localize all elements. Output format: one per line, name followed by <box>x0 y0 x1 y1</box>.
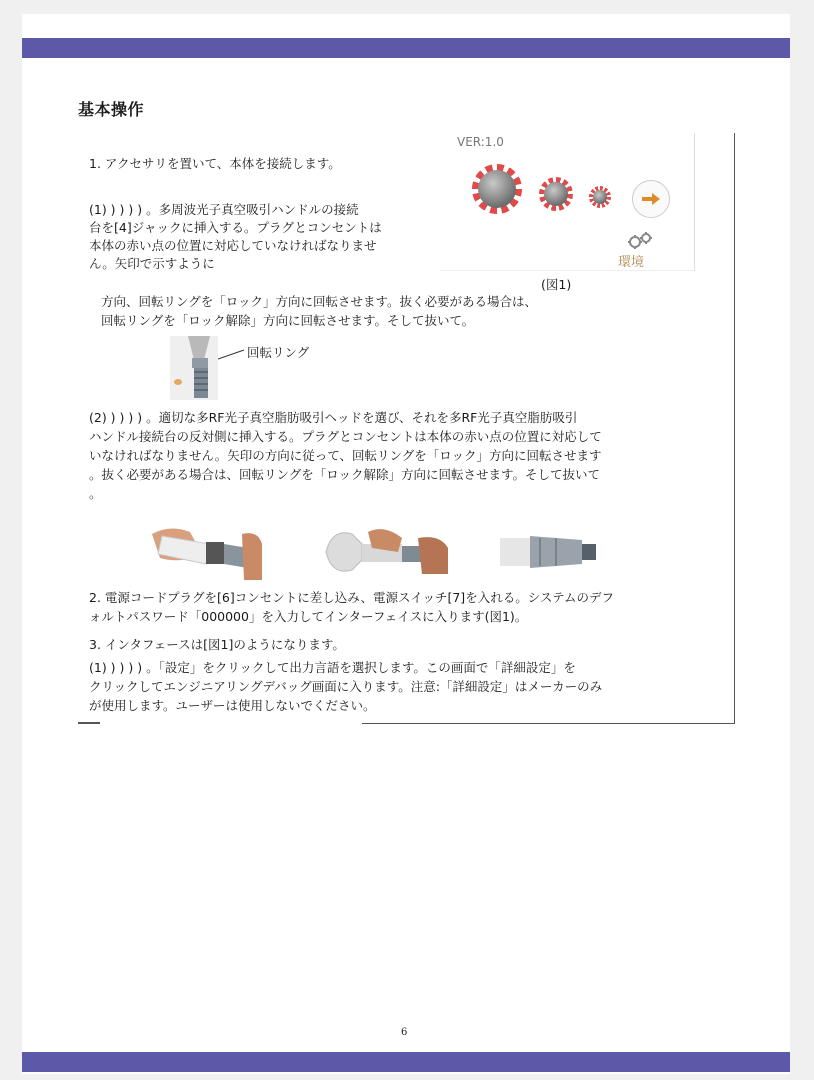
handle-insert-photo-1 <box>152 524 262 580</box>
step3-line: (1) ) ) ) ) 。「設定」をクリックして出力言語を選択します。この画面で「詳細設定」を <box>89 660 576 675</box>
step1-sub2-line: 。抜く必要がある場合は、回転リングを「ロック解除」方向に回転させます。そして抜いて <box>89 467 601 482</box>
env-label: 環境 <box>618 255 645 270</box>
handle-insert-photo-2 <box>322 524 450 580</box>
next-arrow-icon <box>632 180 670 218</box>
step1-sub2-line: いなければなりません。矢印の方向に従って、回転リングを「ロック」方向に回転させます <box>89 448 602 463</box>
section-title: 基本操作 <box>78 100 145 119</box>
step1-sub1-line: 台を[4]ジャックに挿入する。プラグとコンセントは <box>89 220 382 235</box>
step3-line: が使用します。ユーザーは使用しないでください。 <box>89 698 376 713</box>
step1-sub2-line: 。 <box>89 486 102 501</box>
handle-insert-photo-3 <box>500 528 600 576</box>
step3-title: 3. インタフェースは[図1]のようになります。 <box>89 637 345 652</box>
medium-dial-icon <box>539 177 573 211</box>
version-label: VER:1.0 <box>457 135 504 149</box>
footer-band <box>22 1052 790 1072</box>
step1-sub1-line: (1) ) ) ) ) 。多周波光子真空吸引ハンドルの接続 <box>89 202 359 217</box>
step1-title: 1. アクセサリを置いて、本体を接続します。 <box>89 156 341 171</box>
step2-line: 2. 電源コードプラグを[6]コンセントに差し込み、電源スイッチ[7]を入れる。システムのデフ <box>89 590 614 605</box>
page-number: 6 <box>401 1027 408 1038</box>
step1-continue-line: 回転リングを「ロック解除」方向に回転させます。そして抜いて。 <box>101 313 475 328</box>
gear-icon <box>626 230 654 250</box>
rotating-ring-label: 回転リング <box>247 345 310 360</box>
header-band <box>22 38 790 58</box>
large-dial-icon <box>472 164 522 214</box>
pointer-line <box>218 348 246 360</box>
step1-sub2-line: (2) ) ) ) ) 。適切な多RF光子真空脂肪吸引ヘッドを選び、それを多RF光子真空脂肪吸引 <box>89 410 578 425</box>
figure-caption: (図1) <box>541 277 572 292</box>
step1-sub1-line: 本体の赤い点の位置に対応していなければなりませ <box>89 238 377 253</box>
small-dial-icon <box>589 186 611 208</box>
step1-sub2-line: ハンドル接続台の反対側に挿入する。プラグとコンセントは本体の赤い点の位置に対応して <box>89 429 602 444</box>
step1-continue-line: 方向、回転リングを「ロック」方向に回転させます。抜く必要がある場合は、 <box>101 294 538 309</box>
step2-line: ォルトパスワード「000000」を入力してインターフェイスに入ります(図1)。 <box>89 609 528 624</box>
rotating-ring-photo <box>170 336 218 400</box>
step1-sub1-line: ん。矢印で示すように <box>89 256 215 271</box>
step3-line: クリックしてエンジニアリングデバッグ画面に入ります。注意:「詳細設定」はメーカーのみ <box>89 679 603 694</box>
